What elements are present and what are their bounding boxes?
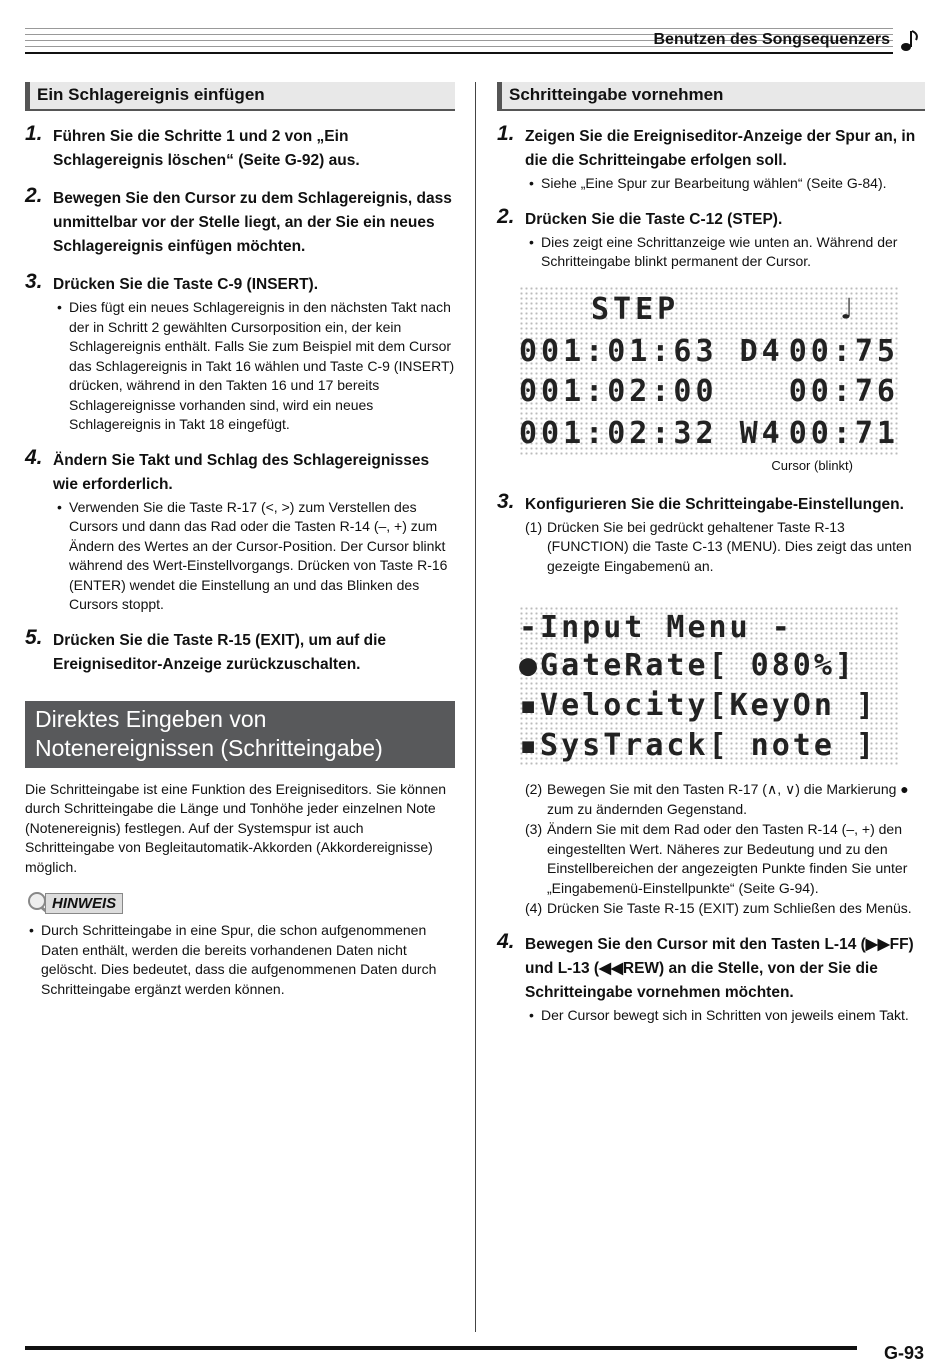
lcd-row [519, 728, 899, 763]
lcd-text: 00:71 [788, 415, 899, 451]
lcd-text: 00:75 [788, 333, 899, 369]
step-2 [25, 184, 455, 259]
step-text: Drücken Sie die Taste R-15 (EXIT), um auf die Ereigniseditor-Anzeige zurückzuschalten. [53, 631, 387, 673]
section-title: Schritteingabe vornehmen [497, 82, 925, 111]
step-3-continued [497, 780, 925, 919]
input-menu-lcd-display [519, 606, 899, 766]
left-column [25, 82, 455, 999]
right-column [497, 82, 925, 1039]
step-number: 3. [25, 270, 43, 293]
step-text: Bewegen Sie den Cursor zu dem Schlagereignis, dass unmittelbar vor der Stelle liegt, an der Sie ein neues Schlagereignis einfügen möchten. [53, 190, 452, 255]
hinweis-text: • Durch Schritteingabe in eine Spur, die schon aufgenommenen Daten enthält, werden die bereits vorhandenen Daten nicht gelöscht. Dies bedeutet, dass die aufgenommenen Daten durch Schritteingabe ergänzt werden können. [25, 921, 455, 999]
sub-step [525, 518, 925, 577]
cursor-caption: Cursor (blinkt) [771, 457, 853, 473]
step-text: Drücken Sie die Taste C-9 (INSERT). [53, 276, 318, 293]
sub-step-text: Drücken Sie bei gedrückt gehaltener Taste R-13 (FUNCTION) die Taste C-13 (MENU). Dies zeigt das unten gezeigte Eingabemenü an. [547, 518, 912, 574]
sub-step [525, 899, 925, 919]
step-text: Führen Sie die Schritte 1 und 2 von „Ein Schlagereignis löschen“ (Seite G-92) aus. [53, 128, 360, 169]
step-number: 2. [25, 184, 43, 207]
sub-step-text: Drücken Sie Taste R-15 (EXIT) zum Schließen des Menüs. [547, 900, 912, 916]
step-3 [25, 270, 455, 435]
lcd-row [519, 374, 899, 409]
lcd-row [519, 292, 899, 327]
sub-step [525, 780, 925, 819]
page-number: G-93 [883, 1343, 924, 1363]
step-number: 5. [25, 625, 43, 649]
sub-step [525, 820, 925, 898]
bullet-text: • Dies fügt ein neues Schlagereignis in den nächsten Takt nach der in Schritt 2 gewählten Cursorposition ein, der kein Schlagereignis enthält. Falls Sie zum Beispiel mit dem Cursor das Schlagereignis in Takt 16 wählen und Taste C-9 (INSERT) drücken, während in den Takten 16 und 17 bereits Schlagereignisse vorhanden sind, wird ein neues Schlagereignis in Takt 18 eingefügt. [53, 298, 455, 435]
sub-step-text: Ändern Sie mit dem Rad oder den Tasten R-14 (–, +) den eingestellten Wert. Näheres zur Bedeutung und zu den Einstellbereichen der angezeigten Punkte finden Sie unter „Eingabemenü-Einstellpunkte“ (Seite G-94). [547, 821, 908, 896]
step-text: Konfigurieren Sie die Schritteingabe-Einstellungen. [525, 495, 904, 513]
chapter-title-box: Direktes Eingeben von Notenereignissen (Schritteingabe) [25, 701, 455, 768]
step-1 [497, 122, 925, 194]
step-number: 4. [25, 445, 43, 469]
lcd-text: STEP [591, 291, 680, 327]
bullet-text: • Verwenden Sie die Taste R-17 (<, >) zum Verstellen des Cursors und dann das Rad oder die Tasten R-14 (–, +) zum Ändern des Wertes an der Cursor-Position. Der Cursor blinkt während des Wert-Einstellvorgangs. Drücken von Taste R-16 (ENTER) wendet die Einstellung an und das Blinken des Cursors stoppt. [53, 498, 455, 615]
section-title: Ein Schlagereignis einfügen [25, 82, 455, 111]
step-text: Bewegen Sie den Cursor mit den Tasten L-14 (▶▶FF) und L-13 (◀◀REW) an die Stelle, von der Sie die Schritteingabe vornehmen möchten. [525, 935, 914, 1001]
step-4 [25, 445, 455, 615]
step-number: 1. [497, 122, 515, 145]
lcd-row [519, 416, 899, 451]
bullet-text: • Der Cursor bewegt sich in Schritten von jeweils einem Takt. [525, 1006, 925, 1026]
lcd-text: 001:02:00 [519, 373, 718, 409]
note-symbol: ♩ [836, 291, 859, 327]
step-3 [497, 489, 925, 577]
sub-step-number: (3) [525, 821, 543, 837]
lcd-row [519, 334, 899, 369]
step-number: 1. [25, 122, 43, 145]
step-1 [25, 122, 455, 173]
column-divider [475, 82, 476, 1332]
lcd-row [519, 648, 899, 683]
lcd-text: 001:02:32 W4 [519, 415, 784, 451]
hinweis-header [25, 891, 455, 915]
sub-step-number: (4) [525, 900, 543, 916]
lcd-text: -Input Menu - [519, 610, 793, 645]
sub-step-number: (2) [525, 781, 543, 797]
lcd-text: ●GateRate[ 080%] [519, 648, 856, 683]
lcd-text: ▪Velocity[KeyOn ] [519, 688, 878, 723]
footer-rule [25, 1346, 857, 1350]
header-title: Benutzen des Songsequenzers [653, 31, 890, 48]
step-2 [497, 204, 925, 272]
lcd-text: 001:01:63 D4 [519, 333, 784, 369]
step-number: 4. [497, 929, 515, 953]
step-lcd-display [519, 286, 899, 456]
step-number: 3. [497, 489, 515, 513]
sub-step-number: (1) [525, 518, 543, 535]
bullet-text: • Dies zeigt eine Schrittanzeige wie unten an. Während der Schritteingabe blinkt permanent der Cursor. [525, 233, 925, 272]
step-text: Drücken Sie die Taste C-12 (STEP). [525, 210, 783, 228]
lcd-text: 00:76 [788, 373, 899, 409]
music-note-icon [897, 28, 921, 54]
step-5 [25, 625, 455, 677]
hinweis-label: HINWEIS [45, 893, 123, 914]
lcd-row [519, 688, 899, 723]
lcd-text: ▪SysTrack[ note ] [519, 728, 878, 763]
step-4 [497, 929, 925, 1026]
step-number: 2. [497, 204, 515, 228]
step-text: Zeigen Sie die Ereigniseditor-Anzeige der Spur an, in die die Schritteingabe erfolgen soll. [525, 128, 916, 169]
step-text: Ändern Sie Takt und Schlag des Schlagereignisses wie erforderlich. [53, 451, 430, 493]
bullet-text: • Siehe „Eine Spur zur Bearbeitung wählen“ (Seite G-84). [525, 174, 925, 194]
intro-paragraph: Die Schritteingabe ist eine Funktion des Ereigniseditors. Sie können durch Schritteingabe die Länge und Tonhöhe jeder einzelnen Note (Notenereignis) festlegen. Auf der Systemspur ist auch Schritteingabe von Begleitautomatik-Akkorden (Akkordereignisse) möglich. [25, 780, 447, 875]
lcd-row [519, 610, 899, 645]
sub-step-text: Bewegen Sie mit den Tasten R-17 (∧, ∨) die Markierung ● zum zu ändernden Gegenstand. [547, 781, 909, 817]
